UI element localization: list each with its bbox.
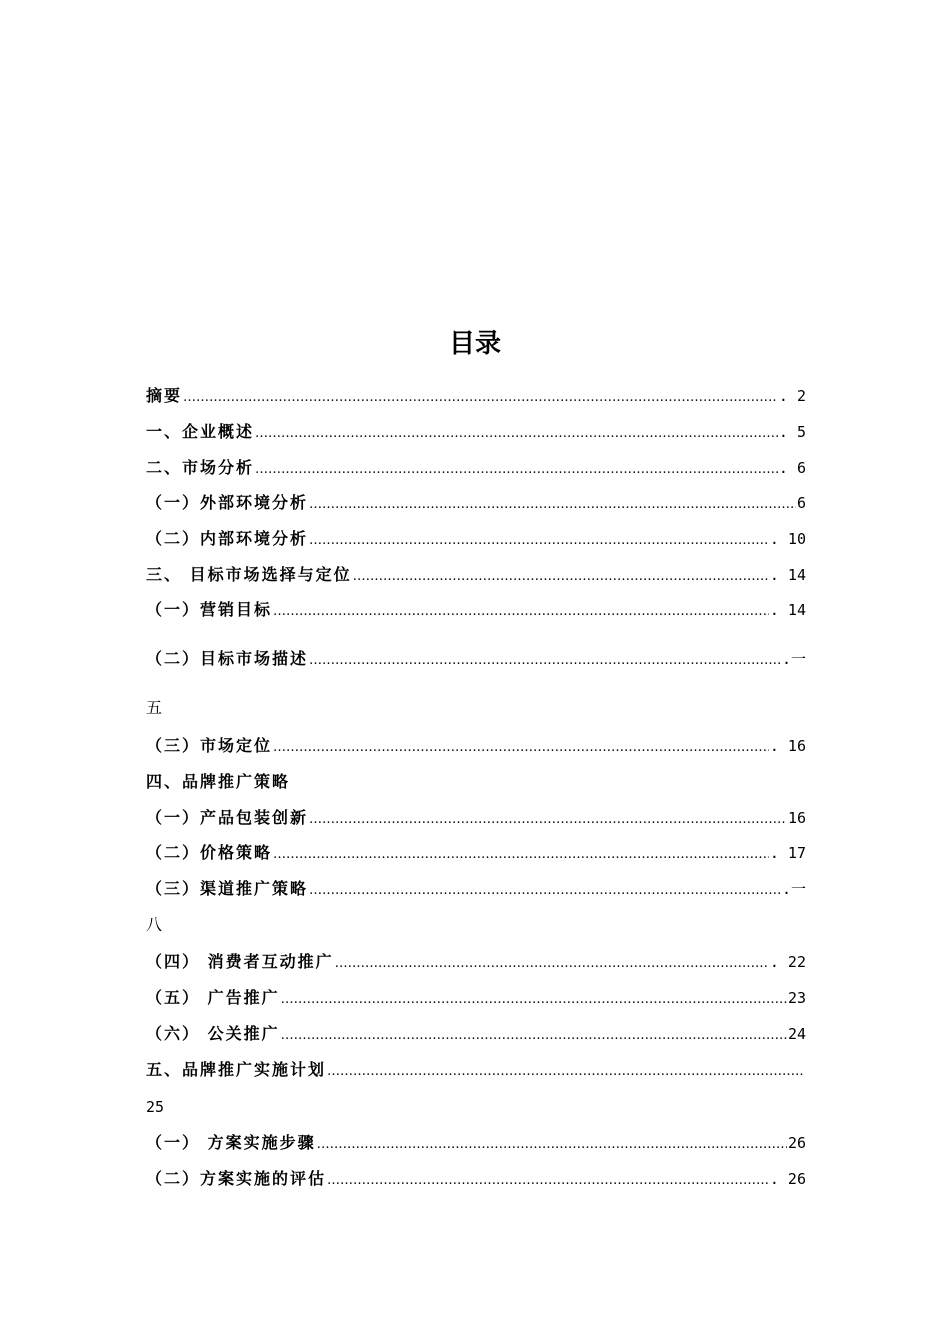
toc-entry-page: 6 bbox=[796, 494, 806, 512]
toc-leader bbox=[309, 878, 781, 902]
toc-leader bbox=[183, 385, 778, 409]
toc-leader bbox=[353, 564, 769, 588]
toc-entry-abstract[interactable] bbox=[146, 383, 806, 409]
toc-entry-market-positioning[interactable] bbox=[146, 733, 806, 759]
toc-entry-company-overview[interactable] bbox=[146, 419, 806, 445]
toc-leader bbox=[309, 492, 796, 516]
toc-entry-page: 24 bbox=[787, 1025, 806, 1043]
toc-entry-target-market-selection[interactable] bbox=[146, 562, 806, 588]
toc-entry-internal-environment[interactable] bbox=[146, 526, 806, 552]
toc-entry-page: 26 bbox=[787, 1134, 806, 1152]
toc-entry-marketing-goals[interactable] bbox=[146, 597, 806, 623]
toc-entry-implementation-evaluation[interactable] bbox=[146, 1166, 806, 1192]
toc-entry-label: （二）目标市场描述 bbox=[146, 649, 309, 668]
toc-entry-label: 三、 目标市场选择与定位 bbox=[146, 565, 352, 584]
toc-entry-label: （三）渠道推广策略 bbox=[146, 879, 309, 898]
toc-leader bbox=[255, 457, 778, 481]
toc-entry-page: . 2 bbox=[778, 387, 806, 405]
toc-entry-channel-strategy[interactable] bbox=[146, 876, 806, 902]
toc-leader bbox=[273, 735, 769, 759]
toc-entry-page: . 17 bbox=[769, 844, 806, 862]
toc-entry-label: （四） 消费者互动推广 bbox=[146, 952, 334, 971]
toc-entry-page: . 14 bbox=[769, 566, 806, 584]
toc-entry-label: 二、市场分析 bbox=[146, 458, 255, 477]
toc-entry-label: （一）产品包装创新 bbox=[146, 808, 309, 827]
toc-entry-label: 五、品牌推广实施计划 bbox=[146, 1060, 327, 1079]
toc-entry-page-wrap: 25 bbox=[146, 1098, 165, 1116]
toc-entry-external-environment[interactable] bbox=[146, 490, 806, 516]
toc-entry-page: .一 bbox=[781, 880, 806, 898]
toc-leader bbox=[327, 1168, 769, 1192]
toc-leader bbox=[281, 1023, 787, 1047]
toc-entry-label: （二）价格策略 bbox=[146, 843, 273, 862]
toc-entry-implementation-steps[interactable] bbox=[146, 1130, 806, 1156]
toc-entry-page: . 5 bbox=[778, 423, 806, 441]
toc-entry-page: . 26 bbox=[769, 1170, 806, 1188]
toc-leader bbox=[309, 807, 787, 831]
toc-entry-label: （一）营销目标 bbox=[146, 600, 273, 619]
toc-leader bbox=[273, 842, 769, 866]
toc-entry-market-analysis[interactable] bbox=[146, 455, 806, 481]
toc-leader bbox=[317, 1132, 787, 1156]
toc-entry-page: . 10 bbox=[769, 530, 806, 548]
toc-entry-page: . 14 bbox=[769, 601, 806, 619]
toc-entry-implementation-plan[interactable] bbox=[146, 1057, 806, 1083]
toc-entry-public-relations[interactable] bbox=[146, 1021, 806, 1047]
toc-entry-page: . 16 bbox=[769, 737, 806, 755]
toc-entry-label: （三）市场定位 bbox=[146, 736, 273, 755]
toc-entry-label: 摘要 bbox=[146, 386, 183, 405]
toc-entry-advertising[interactable] bbox=[146, 985, 806, 1011]
toc-leader bbox=[335, 951, 769, 975]
toc-entry-page: .一 bbox=[781, 650, 806, 668]
toc-entry-page: 16 bbox=[787, 809, 806, 827]
toc-entry-page: . 22 bbox=[769, 953, 806, 971]
toc-entry-page: . 6 bbox=[778, 459, 806, 477]
toc-entry-target-market-description[interactable] bbox=[146, 646, 806, 672]
toc-entry-label: （六） 公关推广 bbox=[146, 1024, 280, 1043]
toc-leader bbox=[327, 1059, 805, 1083]
toc-entry-label: （一） 方案实施步骤 bbox=[146, 1133, 316, 1152]
toc-entry-label: 四、品牌推广策略 bbox=[146, 772, 291, 791]
toc-entry-page: 23 bbox=[787, 989, 806, 1007]
toc-leader bbox=[273, 599, 769, 623]
toc-entry-page-wrap: 八 bbox=[146, 915, 163, 934]
toc-entry-label: 一、企业概述 bbox=[146, 422, 255, 441]
toc-entry-page-wrap: 五 bbox=[146, 698, 163, 717]
toc-leader bbox=[255, 421, 778, 445]
toc-entry-packaging-innovation[interactable] bbox=[146, 805, 806, 831]
toc-entry-label: （二）内部环境分析 bbox=[146, 529, 309, 548]
toc-entry-consumer-interaction[interactable] bbox=[146, 949, 806, 975]
toc-entry-pricing-strategy[interactable] bbox=[146, 840, 806, 866]
toc-entry-label: （一）外部环境分析 bbox=[146, 493, 309, 512]
toc-title: 目录 bbox=[448, 329, 501, 359]
toc-entry-label: （二）方案实施的评估 bbox=[146, 1169, 327, 1188]
toc-leader bbox=[309, 528, 769, 552]
toc-leader bbox=[309, 648, 781, 672]
toc-entry-label: （五） 广告推广 bbox=[146, 988, 280, 1007]
toc-leader bbox=[281, 987, 787, 1011]
toc-entry-brand-strategy[interactable] bbox=[146, 769, 806, 795]
